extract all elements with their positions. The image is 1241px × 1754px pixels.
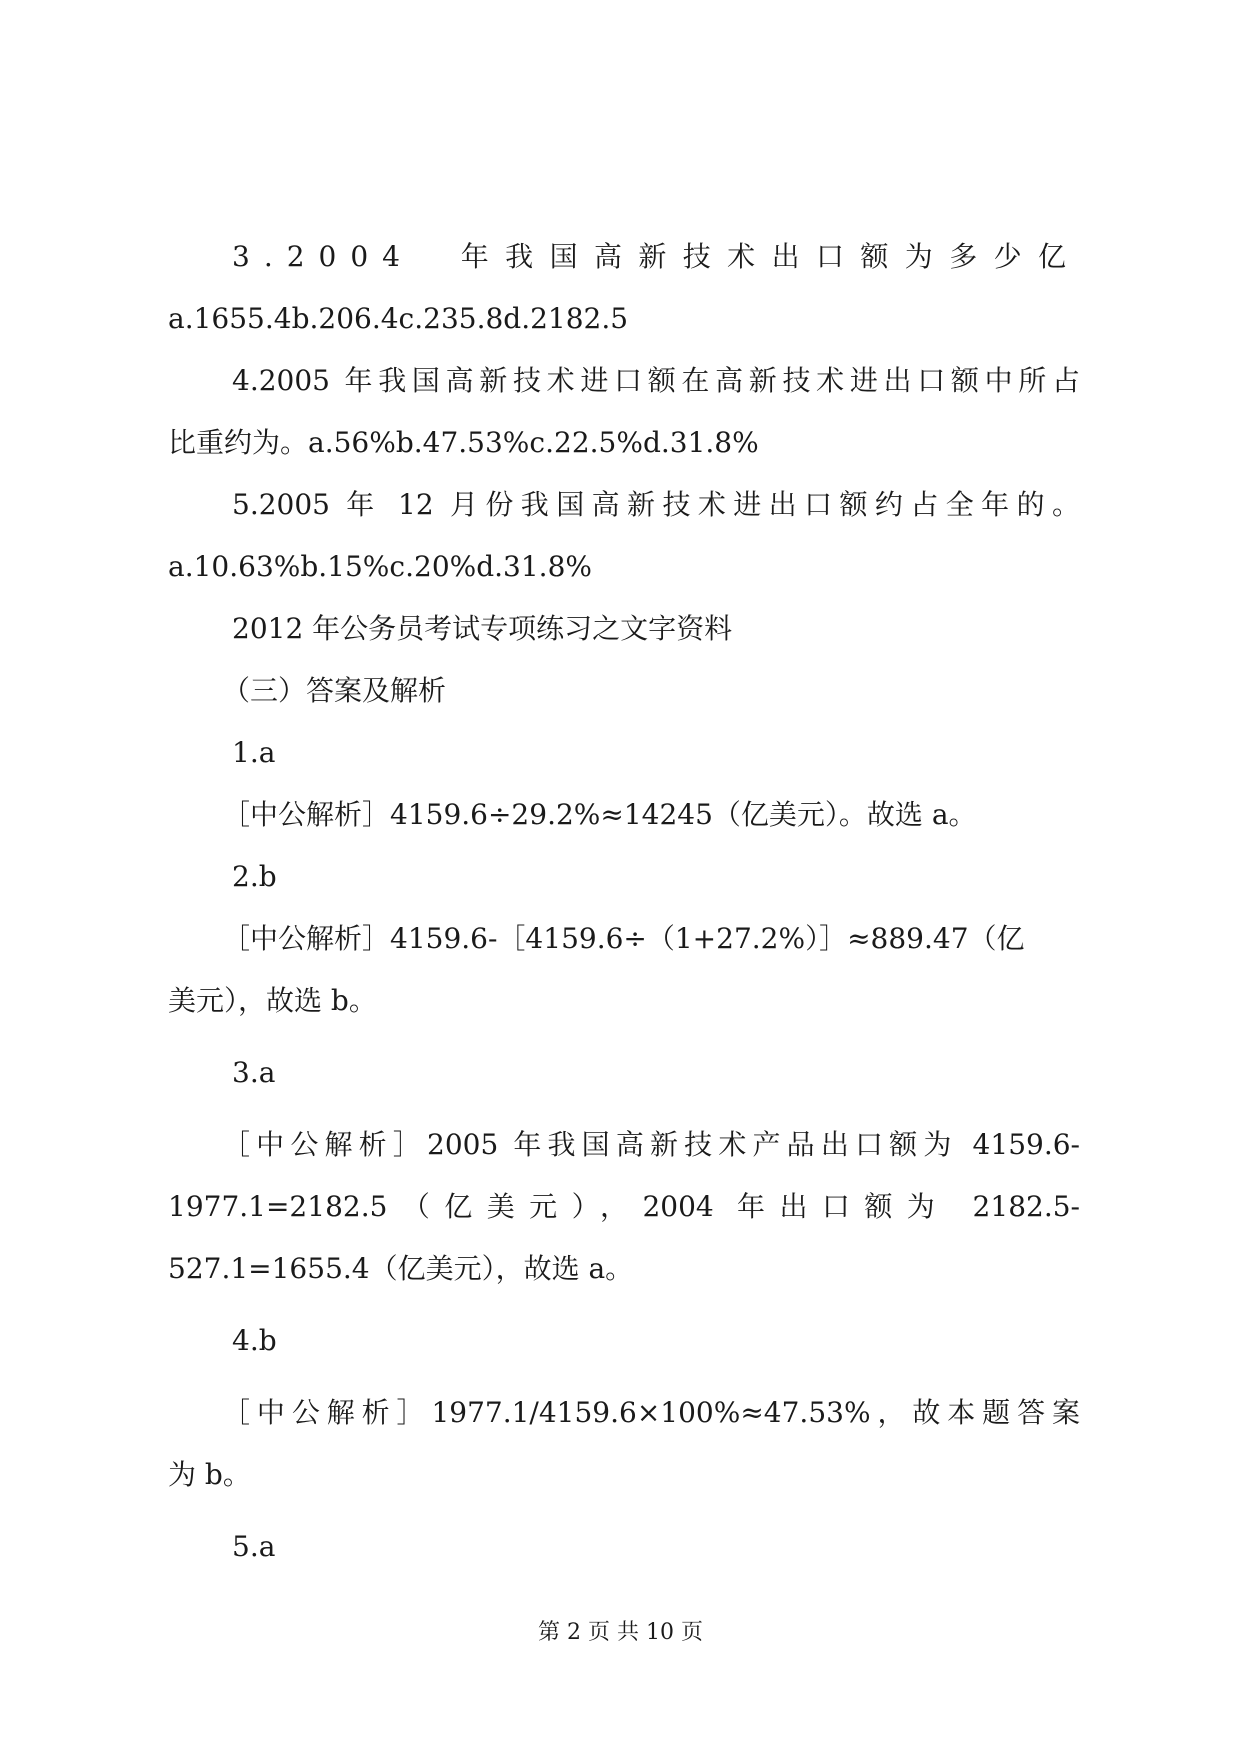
answer-4-explanation-line-1: ［中公解析］1977.1/4159.6×100%≈47.53%，故本题答案 <box>222 1396 1080 1429</box>
answer-3-explanation-line-3: 527.1=1655.4（亿美元），故选 a。 <box>168 1252 634 1285</box>
page-number-footer: 第 2 页 共 10 页 <box>538 1620 703 1645</box>
answer-1-label: 1.a <box>232 736 276 769</box>
question-3-line-1: 3.2004 年我国高新技术出口额为多少亿 <box>232 240 1080 273</box>
question-5-options: a.10.63%b.15%c.20%d.31.8% <box>168 550 593 583</box>
answer-5-label: 5.a <box>232 1530 276 1563</box>
question-4-line-1: 4.2005 年我国高新技术进口额在高新技术进出口额中所占 <box>232 364 1080 397</box>
answer-3-explanation-line-2: 1977.1=2182.5（亿美元），2004 年出口额为 2182.5- <box>168 1190 1080 1223</box>
answer-1-explanation: ［中公解析］4159.6÷29.2%≈14245（亿美元）。故选 a。 <box>222 798 977 831</box>
answer-2-explanation-line-1: ［中公解析］4159.6-［4159.6÷（1+27.2%）］≈889.47（亿 <box>222 922 1025 955</box>
page-content <box>168 226 1080 1578</box>
answer-3-label: 3.a <box>232 1056 276 1089</box>
section-subtitle: （三）答案及解析 <box>222 674 447 707</box>
answer-2-label: 2.b <box>232 860 277 893</box>
answer-2-explanation-line-2: 美元），故选 b。 <box>168 984 377 1017</box>
answer-3-explanation-line-1: ［中公解析］2005 年我国高新技术产品出口额为 4159.6- <box>222 1128 1080 1161</box>
answer-4-explanation-line-2: 为 b。 <box>168 1458 251 1491</box>
question-3-options: a.1655.4b.206.4c.235.8d.2182.5 <box>168 302 629 335</box>
question-4-line-2: 比重约为。a.56%b.47.53%c.22.5%d.31.8% <box>168 426 759 459</box>
answer-4-label: 4.b <box>232 1324 277 1357</box>
question-5-line-1: 5.2005 年 12 月份我国高新技术进出口额约占全年的。 <box>232 488 1080 521</box>
section-title: 2012 年公务员考试专项练习之文字资料 <box>232 612 733 645</box>
